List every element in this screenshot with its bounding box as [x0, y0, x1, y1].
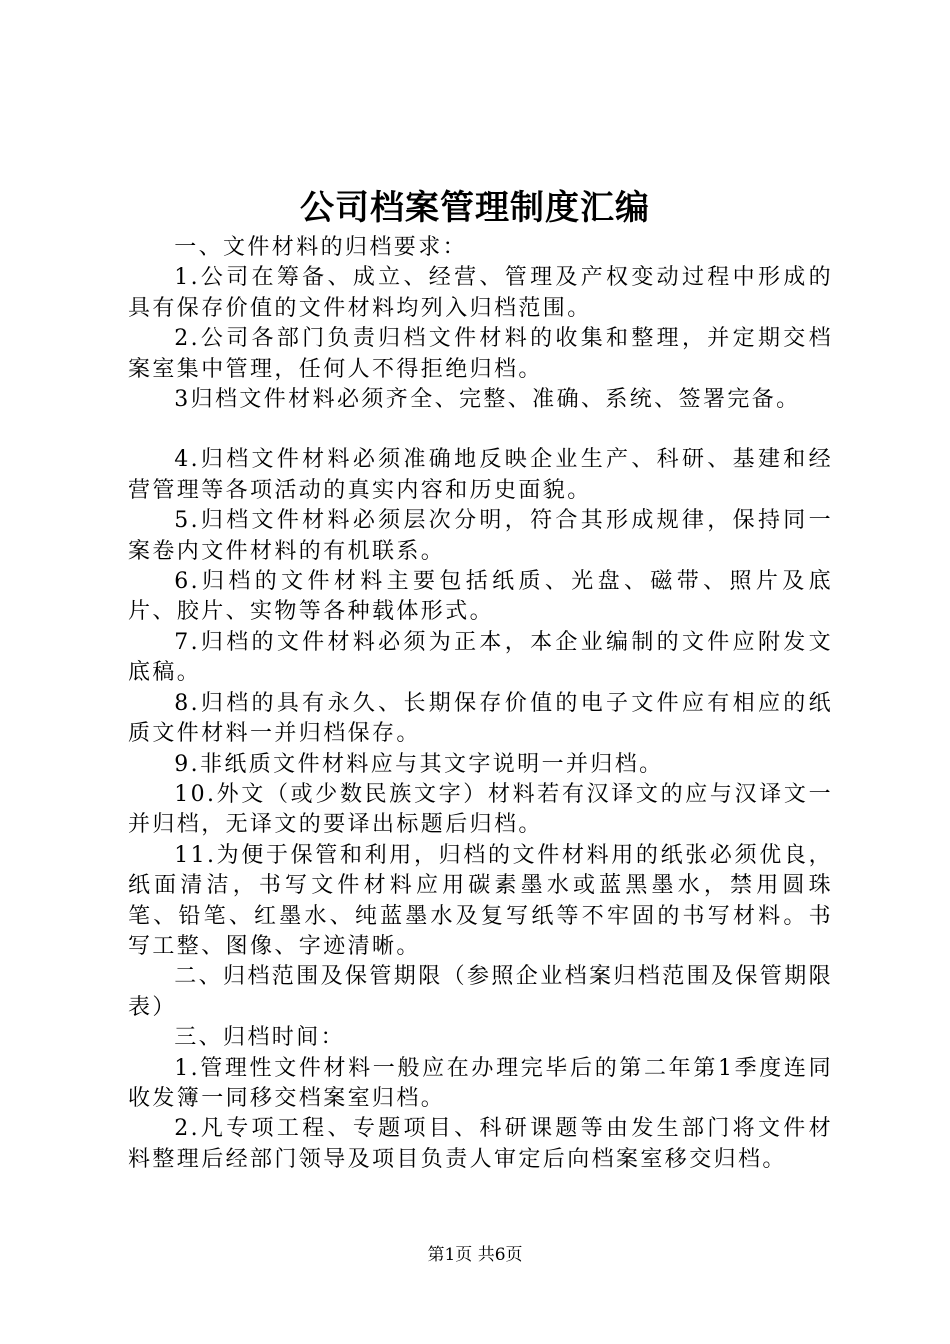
timing-item-2: 2.凡专项工程、专题项目、科研课题等由发生部门将文件材料整理后经部门领导及项目负责人审定后向档案室移交归档。 — [128, 1116, 833, 1172]
paragraph-item-8: 8.归档的具有永久、长期保存价值的电子文件应有相应的纸质文件材料一并归档保存。 — [128, 690, 833, 747]
paragraph-item-2: 2.公司各部门负责归档文件材料的收集和整理，并定期交档案室集中管理，任何人不得拒绝归档。 — [128, 326, 833, 382]
paragraph-item-3: 3归档文件材料必须齐全、完整、准确、系统、签署完备。 — [174, 387, 801, 413]
paragraph-item-11: 11.为便于保管和利用，归档的文件材料用的纸张必须优良，纸面清洁，书写文件材料应用碳素墨水或蓝黑墨水，禁用圆珠笔、铅笔、红墨水、纯蓝墨水及复写纸等不牢固的书写材料。书写工整、图像、字迹清晰。 — [128, 842, 833, 959]
paragraph-item-7: 7.归档的文件材料必须为正本，本企业编制的文件应附发文底稿。 — [128, 629, 833, 686]
paragraph-item-6: 6.归档的文件材料主要包括纸质、光盘、磁带、照片及底片、胶片、实物等各种载体形式。 — [128, 569, 833, 625]
paragraph-item-4: 4.归档文件材料必须准确地反映企业生产、科研、基建和经营管理等各项活动的真实内容和历史面貌。 — [128, 447, 833, 503]
page-footer: 第1页 共6页 — [427, 1245, 523, 1265]
document-title: 公司档案管理制度汇编 — [300, 188, 650, 228]
paragraph-item-10: 10.外文（或少数民族文字）材料若有汉译文的应与汉译文一并归档，无译文的要译出标题后归档。 — [128, 781, 833, 838]
paragraph-item-1: 1.公司在筹备、成立、经营、管理及产权变动过程中形成的具有保存价值的文件材料均列入归档范围。 — [128, 265, 833, 321]
paragraph-item-5: 5.归档文件材料必须层次分明，符合其形成规律，保持同一案卷内文件材料的有机联系。 — [128, 508, 833, 564]
section-heading-1: 一、文件材料的归档要求： — [174, 235, 467, 260]
section-heading-3: 三、归档时间： — [174, 1025, 345, 1051]
timing-item-1: 1.管理性文件材料一般应在办理完毕后的第二年第1季度连同收发簿一同移交档案室归档。 — [128, 1055, 833, 1111]
document-body — [128, 233, 833, 1175]
paragraph-item-9: 9.非纸质文件材料应与其文字说明一并归档。 — [174, 751, 664, 777]
section-heading-2: 二、归档范围及保管期限（参照企业档案归档范围及保管期限表） — [128, 964, 833, 1020]
